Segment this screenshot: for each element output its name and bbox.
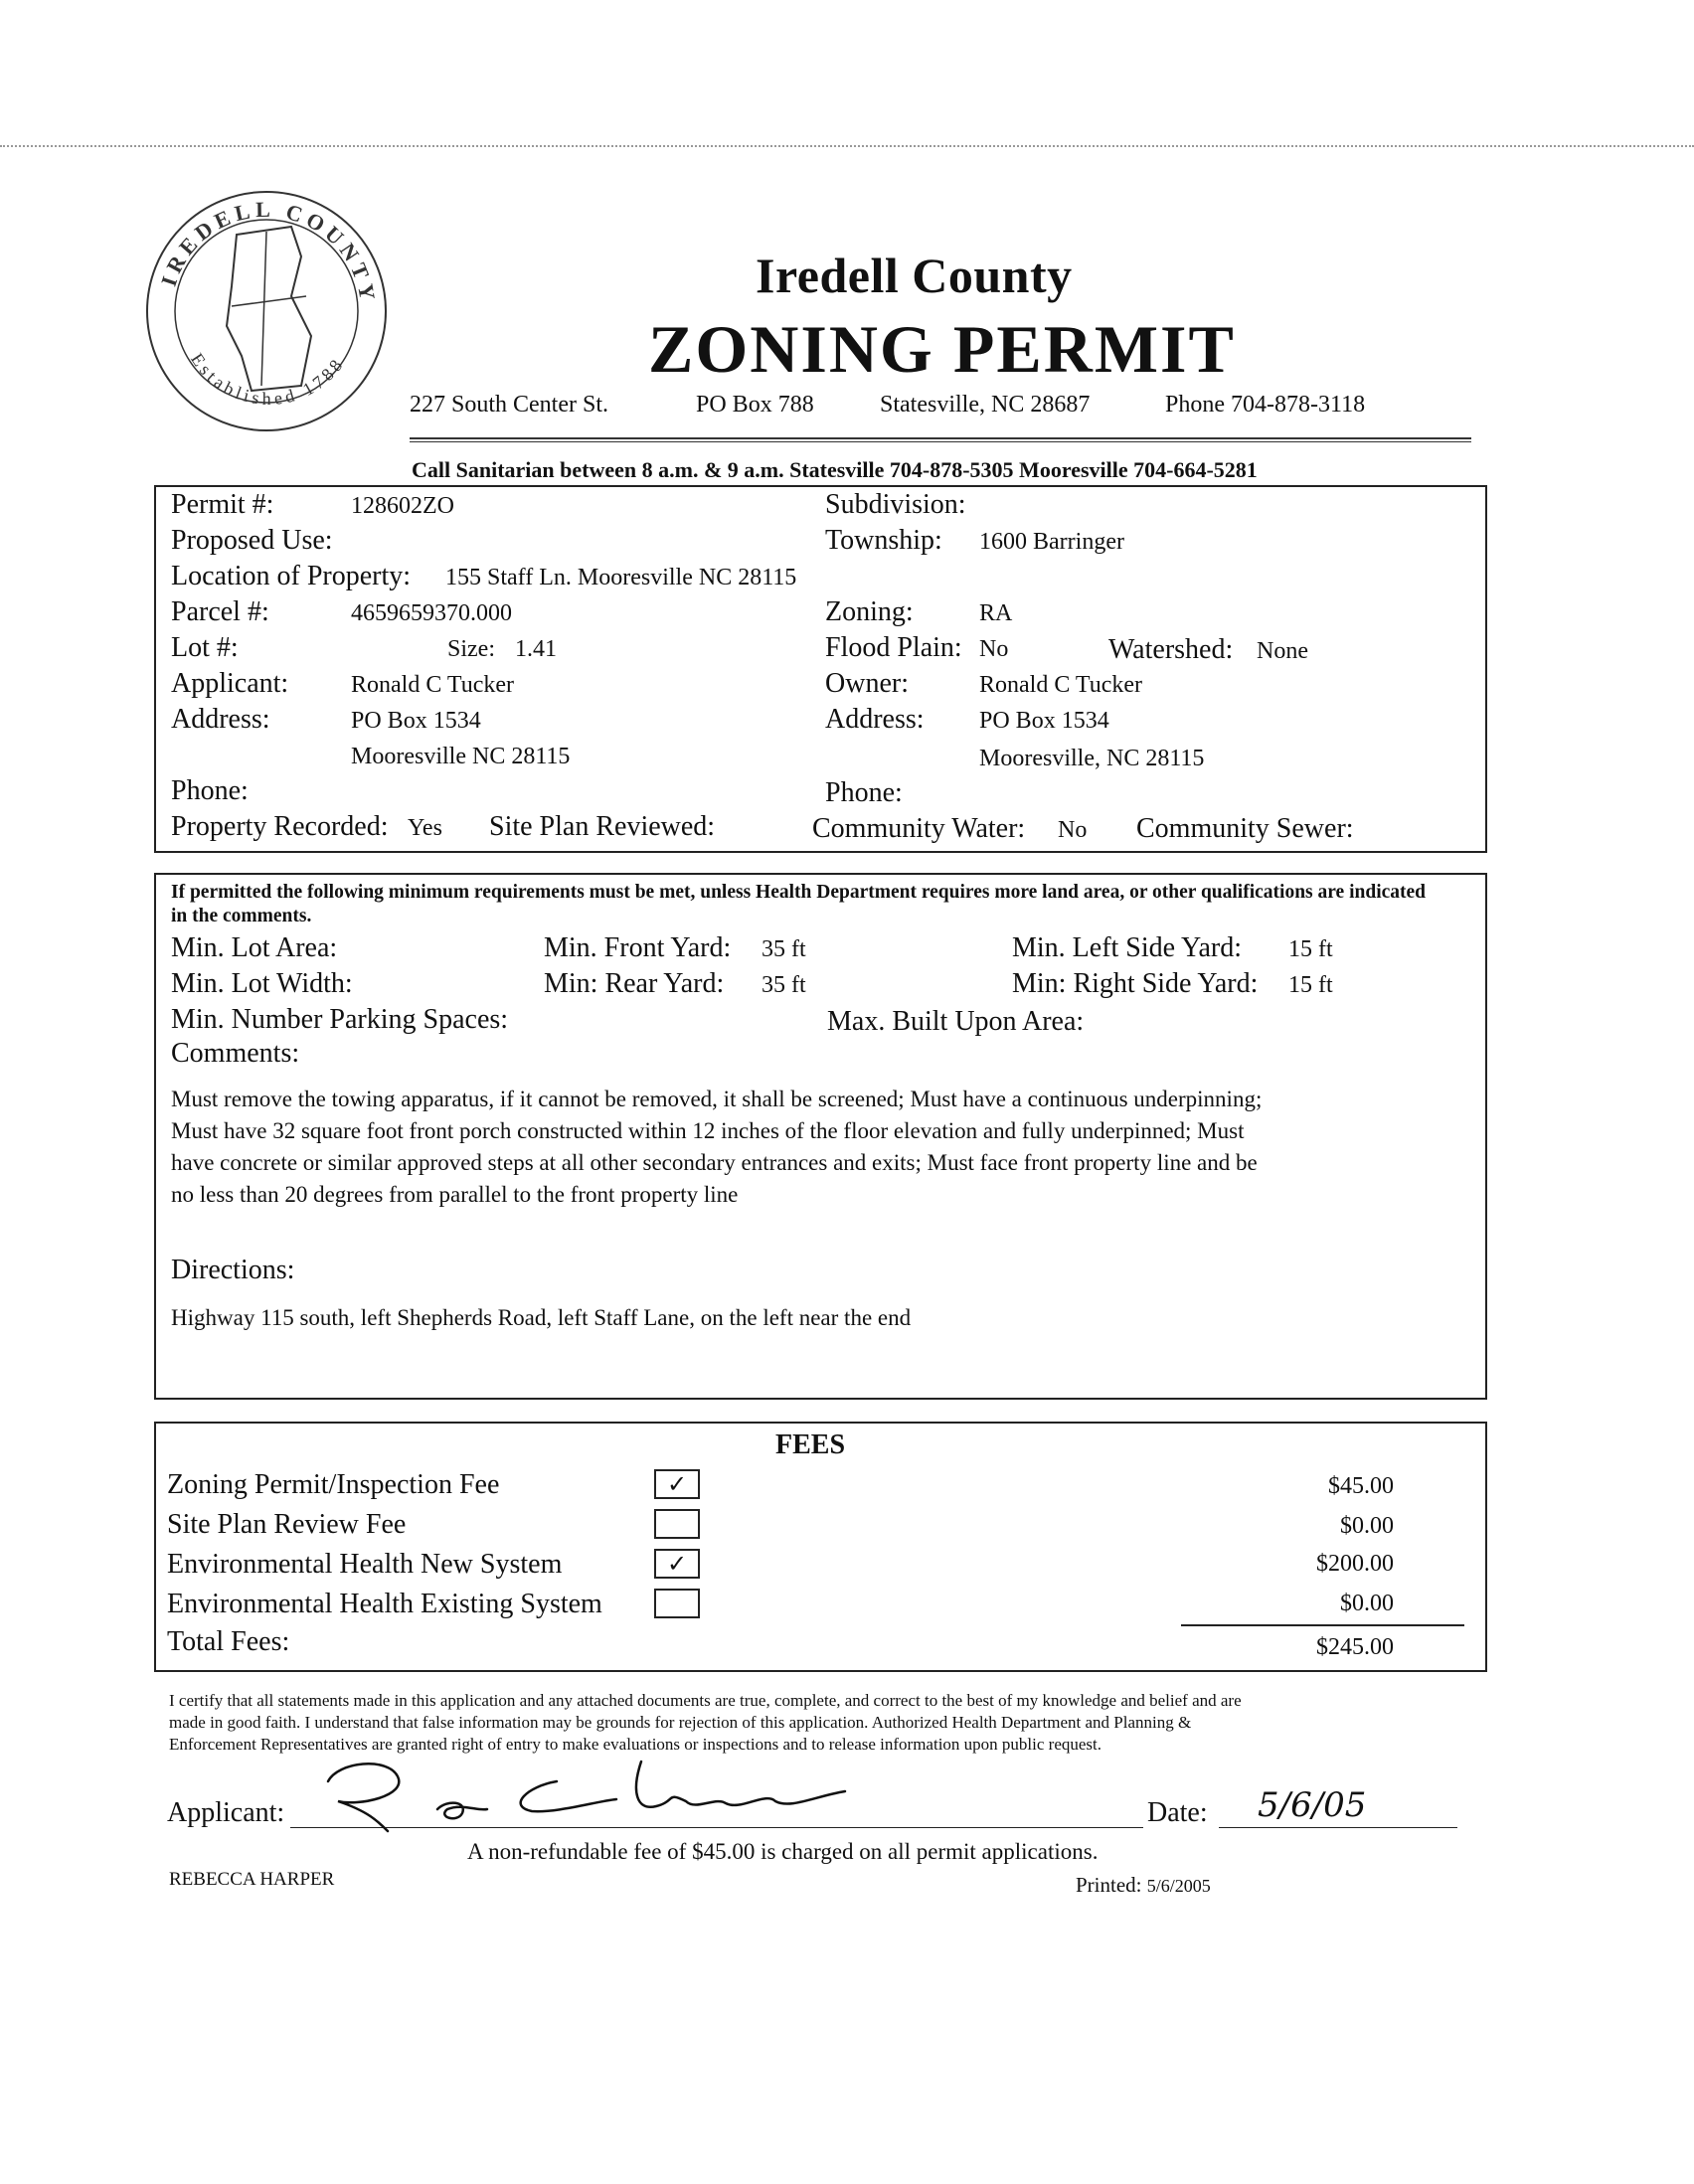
header-rule-thin — [410, 441, 1471, 442]
directions-text: Highway 115 south, left Shepherds Road, left Staff Lane, on the left near the end — [171, 1305, 912, 1330]
size-label: Size: — [447, 636, 495, 662]
sanitarian-call-line: Call Sanitarian between 8 a.m. & 9 a.m. Statesville 704-878-5305 Mooresville 704-664-5281 — [412, 457, 1258, 482]
requirements-intro: If permitted the following minimum requirements must be met, unless Health Department requires more land area, or other qualifications are indicated in the comments. — [171, 882, 1427, 926]
owner-address-label: Address: — [825, 704, 925, 735]
community-water-label: Community Water: — [812, 813, 1026, 844]
flood-plain-value: No — [979, 636, 1009, 662]
min-rear-yard-value: 35 ft — [762, 972, 806, 998]
owner-label: Owner: — [825, 668, 909, 699]
county-seal-icon — [142, 187, 391, 435]
certification-line: I certify that all statements made in this application and any attached documents are true, complete, and correct to the best of my knowledge and belief and are — [169, 1691, 1242, 1710]
comments-line: Must remove the towing apparatus, if it cannot be removed, it shall be screened; Must have a continuous underpinning; — [171, 1087, 1263, 1111]
staff-name: REBECCA HARPER — [169, 1869, 335, 1890]
subdivision-label: Subdivision: — [825, 489, 966, 520]
parcel-value: 4659659370.000 — [351, 600, 512, 626]
owner-address-line2: Mooresville, NC 28115 — [979, 746, 1205, 771]
comments-line: no less than 20 degrees from parallel to the front property line — [171, 1182, 739, 1207]
total-fees-amount: $245.00 — [1316, 1634, 1394, 1660]
max-built-upon-label: Max. Built Upon Area: — [827, 1006, 1085, 1037]
po-box: PO Box 788 — [696, 392, 814, 418]
fee-amount-site-plan: $0.00 — [1340, 1513, 1394, 1539]
site-plan-reviewed-label: Site Plan Reviewed: — [489, 811, 716, 842]
comments-text — [171, 1084, 1473, 1211]
lot-number-label: Lot #: — [171, 632, 239, 663]
size-value: 1.41 — [515, 636, 557, 662]
fee-label-eh-new-system: Environmental Health New System — [167, 1549, 563, 1580]
owner-name: Ronald C Tucker — [979, 672, 1143, 698]
permit-info-box — [154, 485, 1487, 853]
property-recorded-value: Yes — [408, 815, 442, 841]
county-name: Iredell County — [756, 248, 1073, 303]
page-title: ZONING PERMIT — [648, 311, 1236, 387]
applicant-signature-label: Applicant: — [167, 1797, 285, 1828]
community-water-value: No — [1058, 817, 1088, 843]
comments-label: Comments: — [171, 1038, 300, 1069]
fee-amount-zoning-permit: $45.00 — [1328, 1473, 1394, 1499]
min-left-side-yard-label: Min. Left Side Yard: — [1012, 932, 1242, 963]
applicant-name: Ronald C Tucker — [351, 672, 515, 698]
community-sewer-label: Community Sewer: — [1136, 813, 1354, 844]
certification-text — [169, 1690, 1481, 1756]
applicant-address-line2: Mooresville NC 28115 — [351, 744, 571, 769]
printed-value: 5/6/2005 — [1146, 1876, 1211, 1896]
fee-checkbox-eh-new-system[interactable]: ✓ — [654, 1549, 700, 1579]
fee-amount-eh-new-system: $200.00 — [1316, 1551, 1394, 1577]
township-label: Township: — [825, 525, 942, 556]
fee-label-zoning-permit: Zoning Permit/Inspection Fee — [167, 1469, 500, 1500]
zoning-value: RA — [979, 600, 1013, 626]
date-label: Date: — [1147, 1797, 1208, 1828]
applicant-label: Applicant: — [171, 668, 289, 699]
comments-line: have concrete or similar approved steps at all other secondary entrances and exits; Must face front property line and be — [171, 1150, 1258, 1175]
fee-label-eh-existing-system: Environmental Health Existing System — [167, 1589, 602, 1619]
permit-number-label: Permit #: — [171, 489, 274, 520]
fee-checkbox-site-plan[interactable] — [654, 1509, 700, 1539]
min-right-side-yard-label: Min: Right Side Yard: — [1012, 968, 1259, 999]
fee-checkbox-zoning-permit[interactable]: ✓ — [654, 1469, 700, 1499]
svg-text:IREDELL COUNTY: IREDELL COUNTY — [155, 196, 382, 307]
owner-phone-label: Phone: — [825, 777, 903, 808]
svg-text:Established 1788: Established 1788 — [187, 349, 349, 409]
zoning-label: Zoning: — [825, 596, 914, 627]
applicant-address-line1: PO Box 1534 — [351, 708, 481, 734]
city-state: Statesville, NC 28687 — [880, 392, 1091, 418]
flood-plain-label: Flood Plain: — [825, 632, 962, 663]
min-front-yard-value: 35 ft — [762, 936, 806, 962]
applicant-signature-icon — [298, 1752, 855, 1841]
header-rule — [410, 437, 1471, 439]
printed-label: Printed: — [1076, 1873, 1142, 1897]
min-front-yard-label: Min. Front Yard: — [544, 932, 732, 963]
watershed-value: None — [1257, 638, 1308, 664]
comments-line: Must have 32 square foot front porch constructed within 12 inches of the floor elevation and fully underpinned; Must — [171, 1118, 1245, 1143]
street-address: 227 South Center St. — [410, 392, 609, 418]
fees-title: FEES — [775, 1429, 846, 1460]
fee-checkbox-eh-existing-system[interactable] — [654, 1589, 700, 1618]
certification-line: made in good faith. I understand that false information may be grounds for rejection of this application. Authorized Health Department and Planning & — [169, 1713, 1192, 1732]
fee-amount-eh-existing-system: $0.00 — [1340, 1591, 1394, 1616]
proposed-use-label: Proposed Use: — [171, 525, 333, 556]
watershed-label: Watershed: — [1108, 634, 1234, 665]
scan-top-edge — [0, 145, 1694, 147]
min-left-side-yard-value: 15 ft — [1288, 936, 1333, 962]
date-value: 5/6/05 — [1258, 1785, 1367, 1825]
property-recorded-label: Property Recorded: — [171, 811, 389, 842]
owner-address-line1: PO Box 1534 — [979, 708, 1109, 734]
applicant-phone-label: Phone: — [171, 775, 249, 806]
printed-date — [1076, 1873, 1211, 1898]
total-rule — [1181, 1624, 1464, 1626]
min-lot-width-label: Min. Lot Width: — [171, 968, 353, 999]
directions-label: Directions: — [171, 1255, 295, 1285]
parcel-label: Parcel #: — [171, 596, 269, 627]
fee-label-site-plan: Site Plan Review Fee — [167, 1509, 407, 1540]
fee-note: A non-refundable fee of $45.00 is charged on all permit applications. — [467, 1839, 1099, 1864]
office-phone: Phone 704-878-3118 — [1165, 392, 1366, 418]
min-lot-area-label: Min. Lot Area: — [171, 932, 338, 963]
certification-line: Enforcement Representatives are granted right of entry to make evaluations or inspections and to release information upon public request. — [169, 1735, 1101, 1754]
location-label: Location of Property: — [171, 561, 412, 591]
min-right-side-yard-value: 15 ft — [1288, 972, 1333, 998]
min-parking-label: Min. Number Parking Spaces: — [171, 1004, 509, 1035]
date-line — [1219, 1827, 1457, 1828]
total-fees-label: Total Fees: — [167, 1626, 290, 1657]
permit-number-value: 128602ZO — [351, 493, 454, 519]
location-value: 155 Staff Ln. Mooresville NC 28115 — [445, 565, 797, 590]
township-value: 1600 Barringer — [979, 529, 1124, 555]
applicant-address-label: Address: — [171, 704, 270, 735]
min-rear-yard-label: Min: Rear Yard: — [544, 968, 725, 999]
